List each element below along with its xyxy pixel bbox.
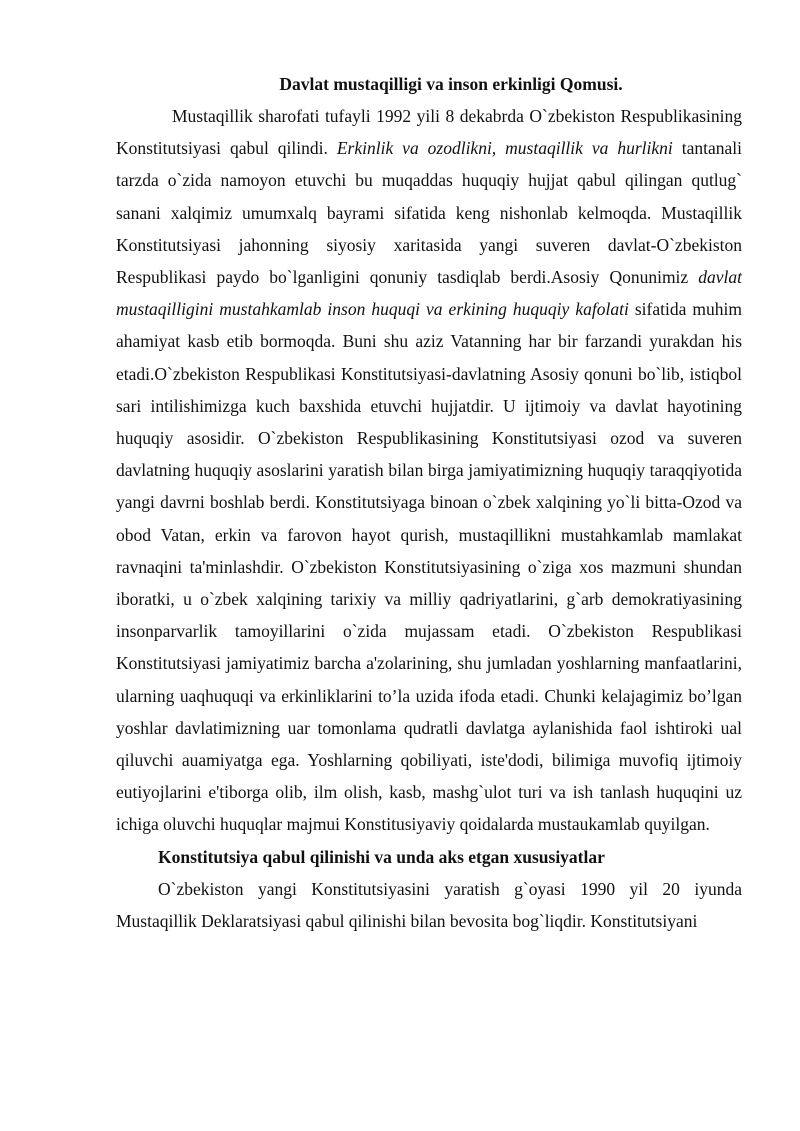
paragraph-text: tantanali tarzda o`zida namoyon etuvchi bu muqaddas huquqiy hujjat qabul qilingan qutlug` sanani xalqimiz umumxalq bayrami sifatida keng nishonlab kelmoqda. Mustaqillik Konstitutsiyasi jahonning siyosiy xaritasida yangi suveren davlat-O`zbekiston Respublikasi paydo bo`lganligini qonuniy tasdiqlab berdi.Asosiy Qonunimiz: [116, 138, 742, 288]
italic-emphasis: Erkinlik va ozodlikni, mustaqillik va hurlikni: [336, 138, 673, 159]
paragraph-second: O`zbekiston yangi Konstitutsiyasini yaratish g`oyasi 1990 yil 20 iyunda Mustaqillik Deklaratsiyasi qabul qilinishi bilan bevosita bog`liqdir. Konstitutsiyani: [116, 878, 742, 931]
italic-emphasis: davlat mustaqilligini mustahkamlab inson huquqi va erkining huquqiy kafolati: [116, 267, 742, 320]
paragraph-text: Mustaqillik sharofati tufayli 1992 yili 8 dekabrda O`zbekiston Respublikasining Konstitutsiyasi qabul qilindi.: [116, 106, 742, 159]
paragraph-main: [116, 100, 742, 841]
document-title: Davlat mustaqilligi va inson erkinligi Qomusi.: [279, 74, 623, 94]
section-heading: Konstitutsiya qabul qilinishi va unda aks etgan xususiyatlar: [158, 846, 605, 867]
paragraph-text: sifatida muhim ahamiyat kasb etib bormoqda. Buni shu aziz Vatanning har bir farzandi yurakdan his etadi.O`zbekiston Respublikasi Konstitutsiyasi-davlatning Asosiy qonuni bo`lib, istiqbol sari intilishimizga kuch baxshida etuvchi hujjatdir. U ijtimoiy va davlat hayotining huquqiy asosidir. O`zbekiston Respublikasining Konstitutsiyasi ozod va suveren davlatning huquqiy asoslarini yaratish bilan birga jamiyatimizning huquqiy taraqqiyotida yangi davrni boshlab berdi. Konstitutsiyaga binoan o`zbek xalqining yo`li bitta-Ozod va obod Vatan, erkin va farovon hayot qurish, mustaqillikni mustahkamlab mamlakat ravnaqini ta'minlashdir. O`zbekiston Konstitutsiyasining o`ziga xos mazmuni shundan iboratki, u o`zbek xalqining tarixiy va milliy qadriyatlarini, g`arb demokratiyasining insonparvarlik tamoyillarini o`zida mujassam etadi. O`zbekiston Respublikasi Konstitutsiyasi jamiyatimiz barcha a'zolarining, shu jumladan yoshlarning manfaatlarini, ularning uaqhuquqi va erkinliklarini to’la uzida ifoda etadi. Chunki kelajagimiz bo’lgan yoshlar davlatimizning uar tomonlama qudratli davlatga aylanishida faol ishtiroki ual qiluvchi auamiyatga ega. Yoshlarning qobiliyati, iste'dodi, bilimiga muvofiq ijtimoiy eutiyojlarini e'tiborga olib, ilm olish, kasb, mashg`ulot turi va ish tanlash huquqini uz ichiga oluvchi huquqlar majmui Konstitusiyaviy qoidalarda mustaukamlab quyilgan.: [116, 299, 742, 835]
document-page: [116, 68, 742, 937]
